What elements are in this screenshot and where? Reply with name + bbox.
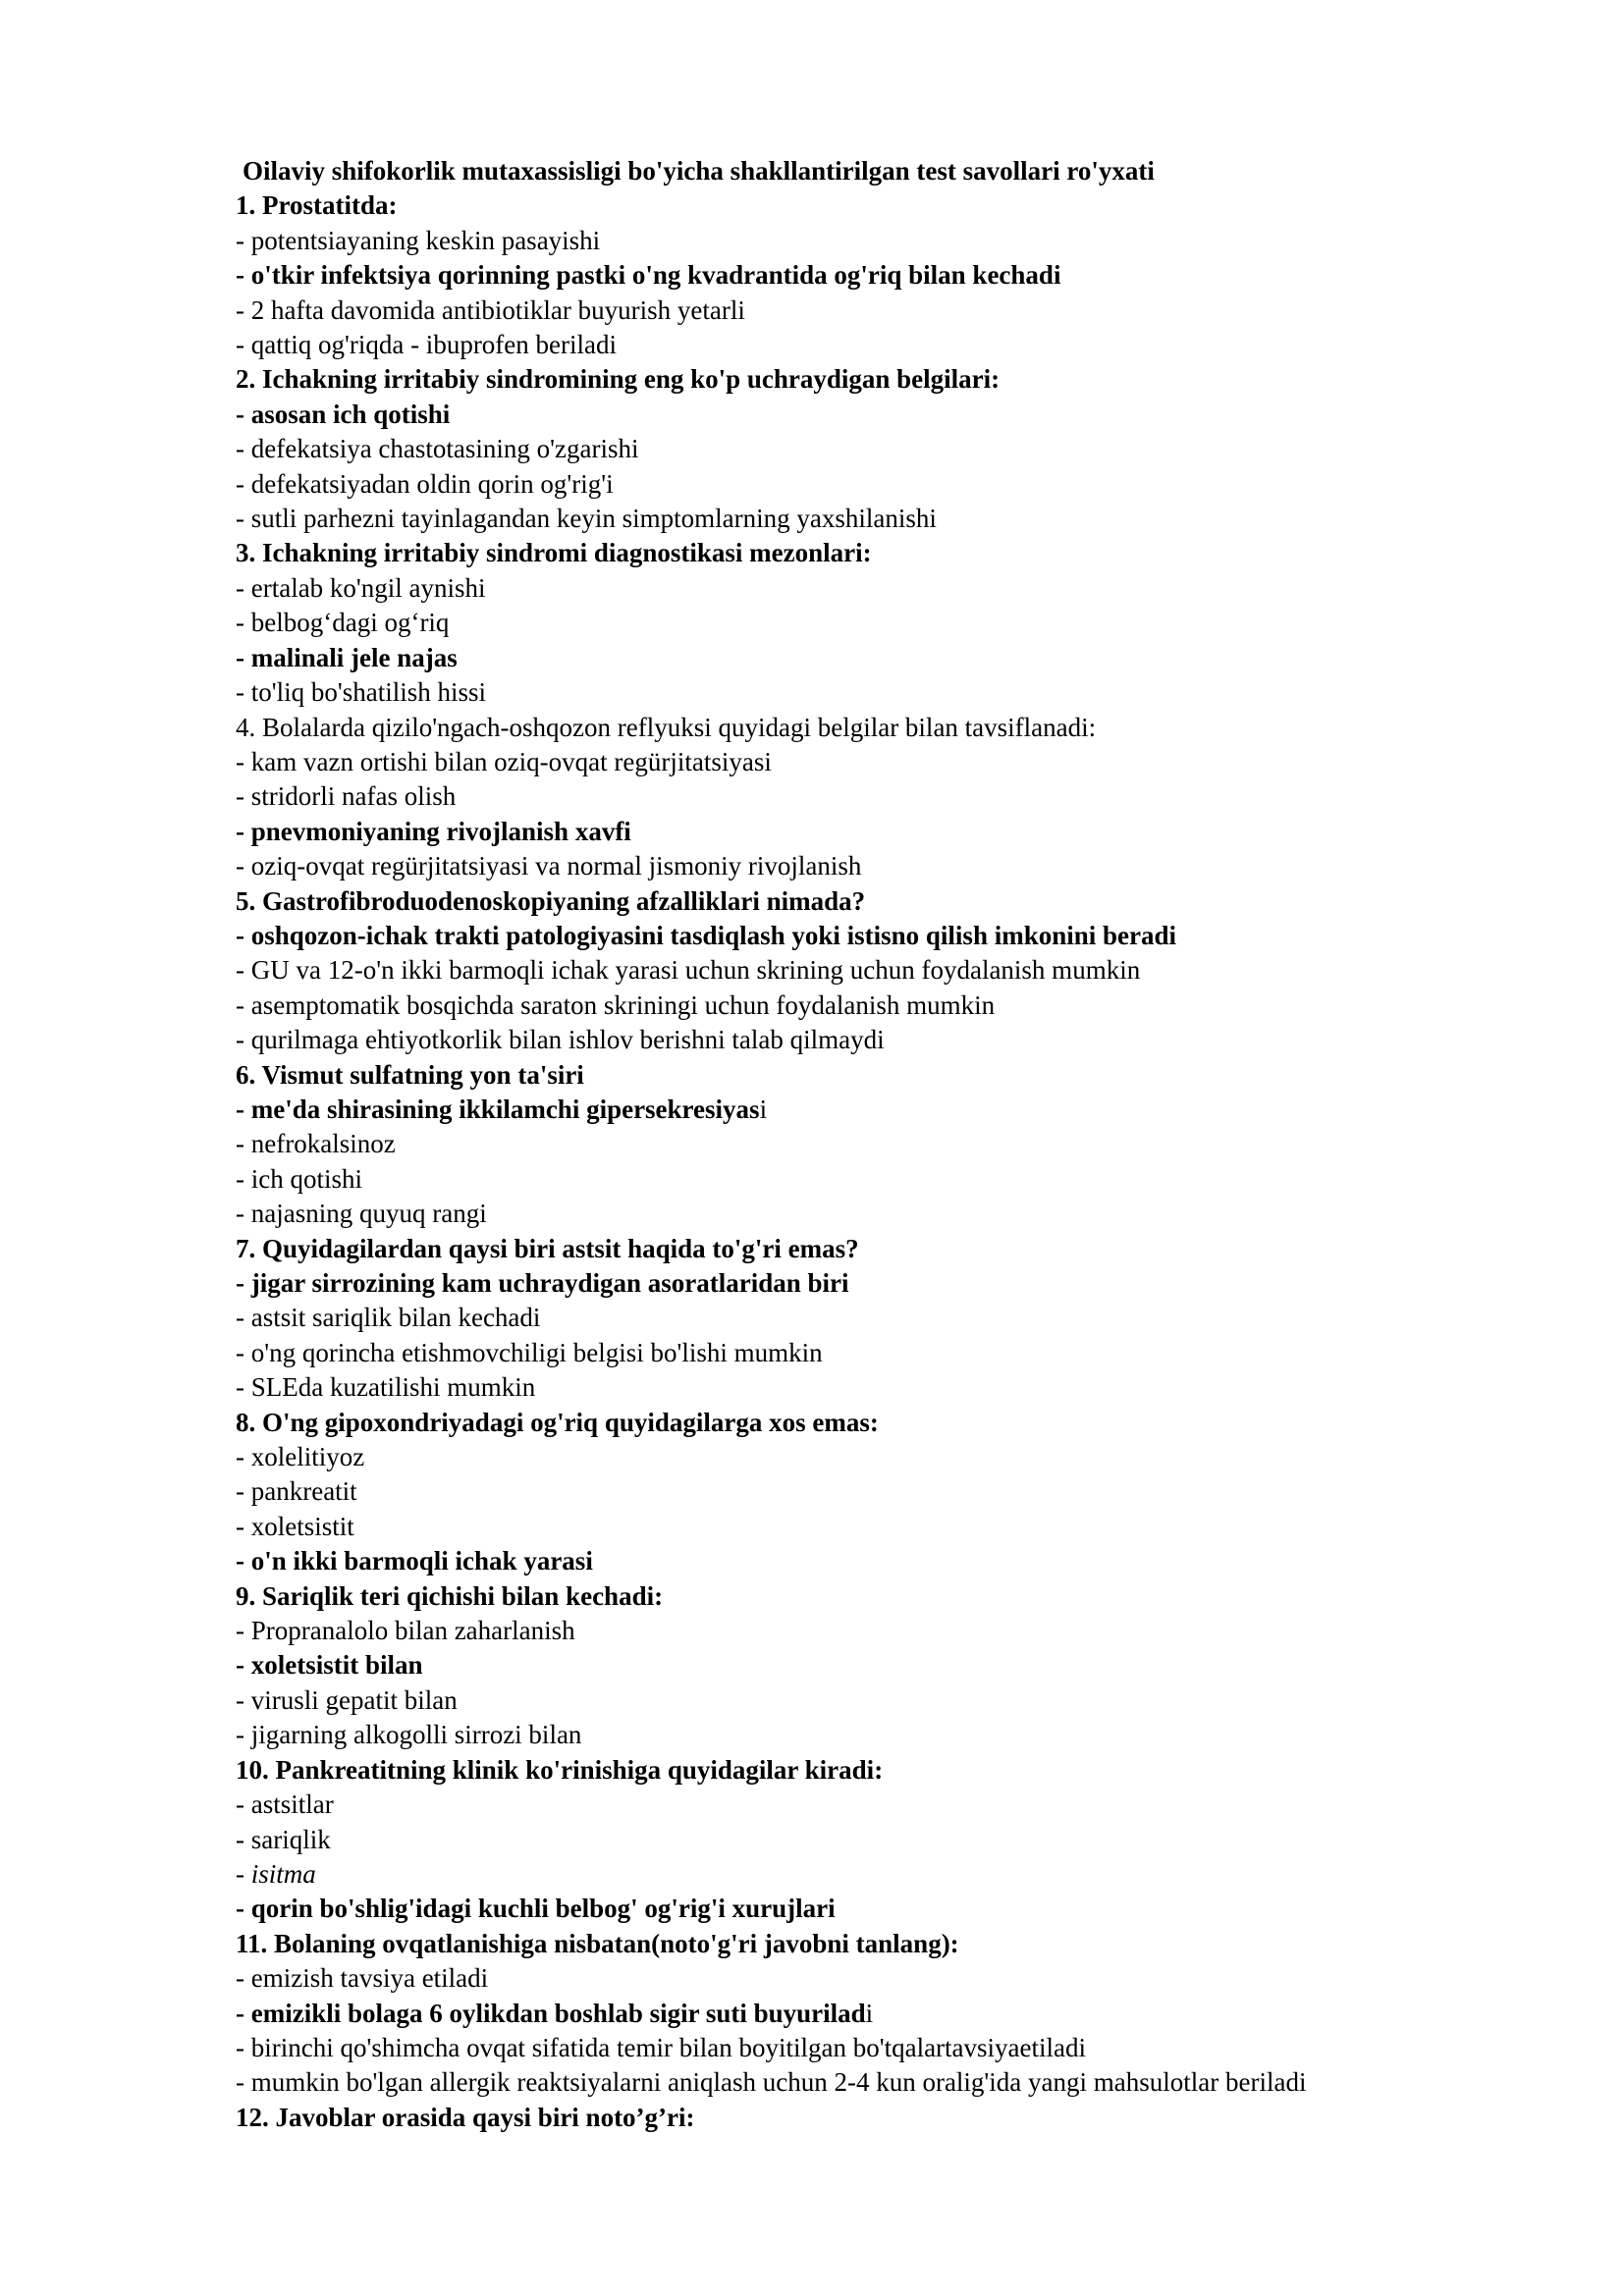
answer-2-c: - defekatsiyadan oldin qorin og'rig'i <box>236 468 614 499</box>
answer-1-c: - 2 hafta davomida antibiotiklar buyurish yetarli <box>236 294 745 325</box>
answer-1-a: - potentsiayaning keskin pasayishi <box>236 225 601 255</box>
answer-1-b: - o'tkir infektsiya qorinning pastki o'ng kvadrantida og'riq bilan kechadi <box>236 260 1061 291</box>
question-8: 8. O'ng gipoxondriyadagi og'riq quyidagilarga xos emas: <box>236 1407 879 1437</box>
document-title: Oilaviy shifokorlik mutaxassisligi bo'yicha shakllantirilgan test savollari ro'yxati <box>243 156 1155 186</box>
answer-6-a-tail: i <box>759 1094 768 1124</box>
answer-3-b: - belbog‘dagi og‘riq <box>236 608 450 638</box>
answer-3-a: - ertalab ko'ngil aynishi <box>236 572 486 603</box>
question-1: 1. Prostatitda: <box>236 190 398 221</box>
question-9: 9. Sariqlik teri qichishi bilan kechadi: <box>236 1580 664 1611</box>
answer-10-a: - astsitlar <box>236 1789 334 1820</box>
answer-9-b: - xoletsistit bilan <box>236 1650 423 1681</box>
answer-2-d: - sutli parhezni tayinlagandan keyin simptomlarning yaxshilanishi <box>236 504 937 534</box>
answer-6-a-bold: - me'da shirasining ikkilamchi gipersekresiyas <box>236 1094 760 1124</box>
answer-4-c: - pnevmoniyaning rivojlanish xavfi <box>236 816 631 846</box>
answer-10-c-italic: isitma <box>250 1858 316 1889</box>
answer-11-b <box>236 1997 1512 2031</box>
answer-4-d: - oziq-ovqat regürjitatsiyasi va normal jismoniy rivojlanish <box>236 851 862 881</box>
answer-5-b: - GU va 12-o'n ikki barmoqli ichak yarasi uchun skrining uchun foydalanish mumkin <box>236 955 1141 986</box>
answer-9-d: - jigarning alkogolli sirrozi bilan <box>236 1720 582 1750</box>
document-page <box>236 154 1512 2135</box>
answer-10-c <box>236 1857 1512 1892</box>
question-11: 11. Bolaning ovqatlanishiga nisbatan(noto'g'ri javobni tanlang): <box>236 1928 959 1958</box>
question-4: 4. Bolalarda qizilo'ngach-oshqozon reflyuksi quyidagi belgilar bilan tavsiflanadi: <box>236 712 1097 742</box>
answer-7-d: - SLEda kuzatilishi mumkin <box>236 1372 536 1403</box>
answer-9-c: - virusli gepatit bilan <box>236 1684 458 1715</box>
answer-3-c: - malinali jele najas <box>236 642 458 672</box>
answer-10-d: - qorin bo'shlig'idagi kuchli belbog' og'rig'i xurujlari <box>236 1894 836 1924</box>
answer-6-b: - nefrokalsinoz <box>236 1129 396 1159</box>
answer-2-b: - defekatsiya chastotasining o'zgarishi <box>236 434 639 464</box>
answer-8-d: - o'n ikki barmoqli ichak yarasi <box>236 1546 593 1576</box>
question-6: 6. Vismut sulfatning yon ta'siri <box>236 1059 584 1090</box>
answer-11-b-tail: i <box>865 1998 874 2028</box>
answer-6-d: - najasning quyuq rangi <box>236 1199 487 1229</box>
answer-6-c: - ich qotishi <box>236 1163 362 1194</box>
question-2: 2. Ichakning irritabiy sindromining eng ko'p uchraydigan belgilari: <box>236 364 1001 395</box>
answer-5-c: - asemptomatik bosqichda saraton skriningi uchun foydalanish mumkin <box>236 989 996 1020</box>
answer-11-c: - birinchi qo'shimcha ovqat sifatida temir bilan boyitilgan bo'tqalartavsiyaetiladi <box>236 2032 1087 2062</box>
question-5: 5. Gastrofibroduodenoskopiyaning afzalliklari nimada? <box>236 885 866 916</box>
answer-9-a: - Propranalolo bilan zaharlanish <box>236 1616 575 1646</box>
answer-1-d: - qattiq og'riqda - ibuprofen beriladi <box>236 330 617 360</box>
answer-11-a: - emizish tavsiya etiladi <box>236 1963 489 1994</box>
answer-8-b: - pankreatit <box>236 1476 357 1507</box>
answer-8-a: - xolelitiyoz <box>236 1442 365 1472</box>
question-7: 7. Quyidagilardan qaysi biri astsit haqida to'g'ri emas? <box>236 1233 859 1263</box>
answer-7-c: - o'ng qorincha etishmovchiligi belgisi bo'lishi mumkin <box>236 1337 823 1367</box>
answer-6-a <box>236 1093 1512 1127</box>
answer-3-d: - to'liq bo'shatilish hissi <box>236 677 486 708</box>
answer-7-a: - jigar sirrozining kam uchraydigan asoratlaridan biri <box>236 1268 849 1298</box>
answer-11-d: - mumkin bo'lgan allergik reaktsiyalarni aniqlash uchun 2-4 kun oralig'ida yangi mahsulotlar beriladi <box>236 2067 1307 2098</box>
answer-2-a: - asosan ich qotishi <box>236 399 451 429</box>
answer-11-b-bold: - emizikli bolaga 6 oylikdan boshlab sigir suti buyurilad <box>236 1998 866 2028</box>
answer-5-d: - qurilmaga ehtiyotkorlik bilan ishlov berishni talab qilmaydi <box>236 1025 885 1055</box>
question-12: 12. Javoblar orasida qaysi biri noto’g’ri: <box>236 2102 695 2132</box>
answer-8-c: - xoletsistit <box>236 1511 354 1541</box>
answer-4-b: - stridorli nafas olish <box>236 781 457 812</box>
answer-10-c-dash: - <box>236 1858 251 1889</box>
answer-5-a: - oshqozon-ichak trakti patologiyasini tasdiqlash yoki istisno qilish imkonini beradi <box>236 920 1176 950</box>
answer-7-b: - astsit sariqlik bilan kechadi <box>236 1303 541 1333</box>
question-3: 3. Ichakning irritabiy sindromi diagnostikasi mezonlari: <box>236 538 872 568</box>
answer-10-b: - sariqlik <box>236 1824 331 1854</box>
answer-4-a: - kam vazn ortishi bilan oziq-ovqat regürjitatsiyasi <box>236 746 772 776</box>
question-10: 10. Pankreatitning klinik ko'rinishiga quyidagilar kiradi: <box>236 1754 884 1785</box>
